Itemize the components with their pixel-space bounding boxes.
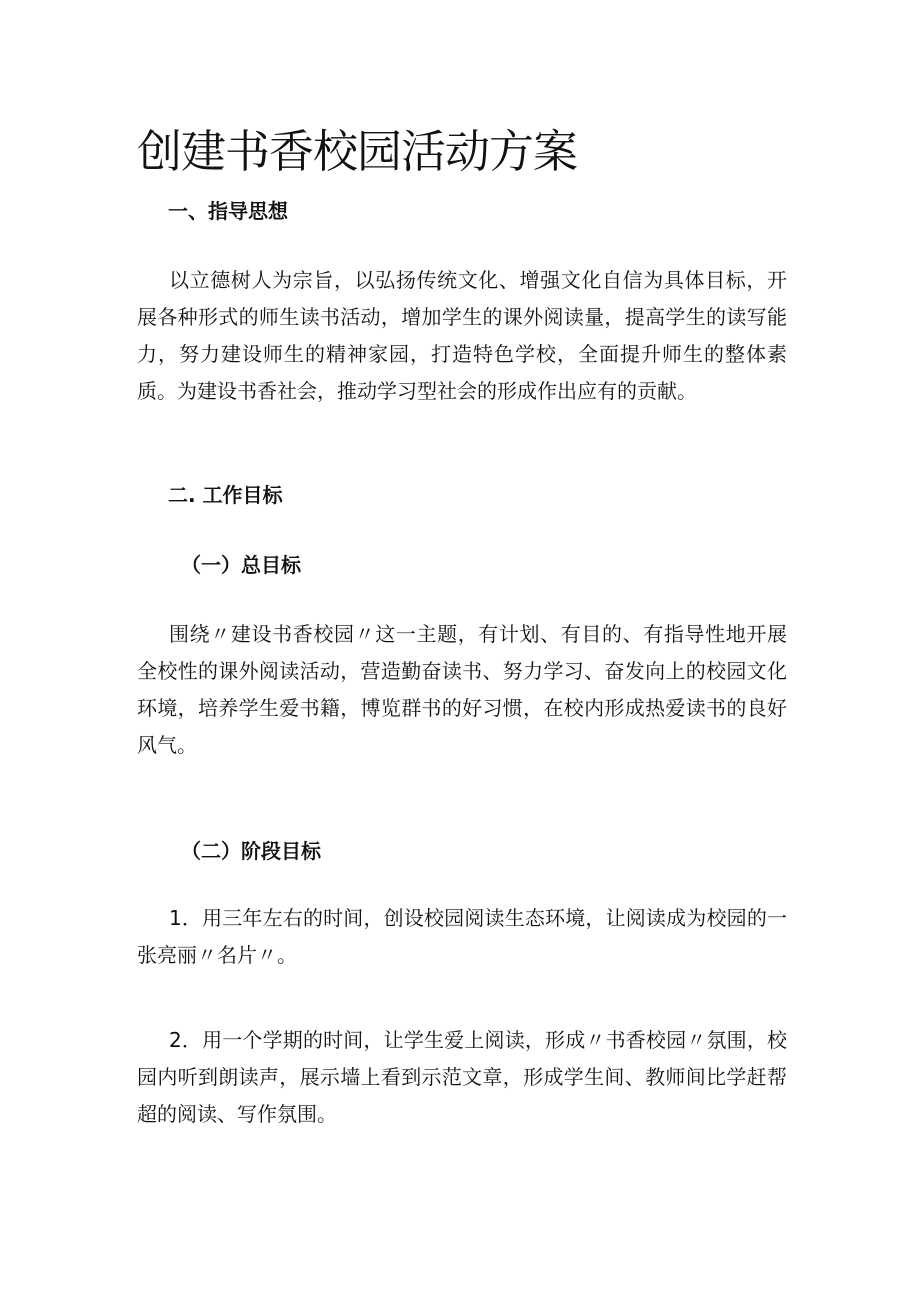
section-heading-guiding-ideology: 一、指导思想	[168, 199, 288, 223]
paragraph-guiding-ideology: 以立德树人为宗旨，以弘扬传统文化、增强文化自信为具体目标，开展各种形式的师生读书活动，增加学生的课外阅读量，提高学生的读写能力，努力建设师生的精神家园，打造特色学校，全面提升师生的整体素质。为建设书香社会，推动学习型社会的形成作出应有的贡献。	[137, 268, 787, 403]
paragraph-overall-goal: 围绕〃建设书香校园〃这一主题，有计划、有目的、有指导性地开展全校性的课外阅读活动，营造勤奋读书、努力学习、奋发向上的校园文化环境，培养学生爱书籍，博览群书的好习惯，在校内形成热爱读书的良好风气。	[137, 622, 787, 757]
subsection-heading-overall-goal: （一）总目标	[181, 553, 301, 577]
stage-goal-item-1: 1．用三年左右的时间，创设校园阅读生态环境，让阅读成为校园的一张亮丽〃名片〃。	[137, 906, 787, 967]
section-heading-work-goals: 二. 工作目标	[168, 483, 283, 507]
stage-goal-item-2: 2．用一个学期的时间，让学生爱上阅读，形成〃书香校园〃氛围，校园内听到朗读声，展示墙上看到示范文章，形成学生间、教师间比学赶帮超的阅读、写作氛围。	[137, 1028, 787, 1126]
document-title: 创建书香校园活动方案	[137, 125, 578, 178]
subsection-heading-stage-goals: （二）阶段目标	[181, 839, 321, 863]
